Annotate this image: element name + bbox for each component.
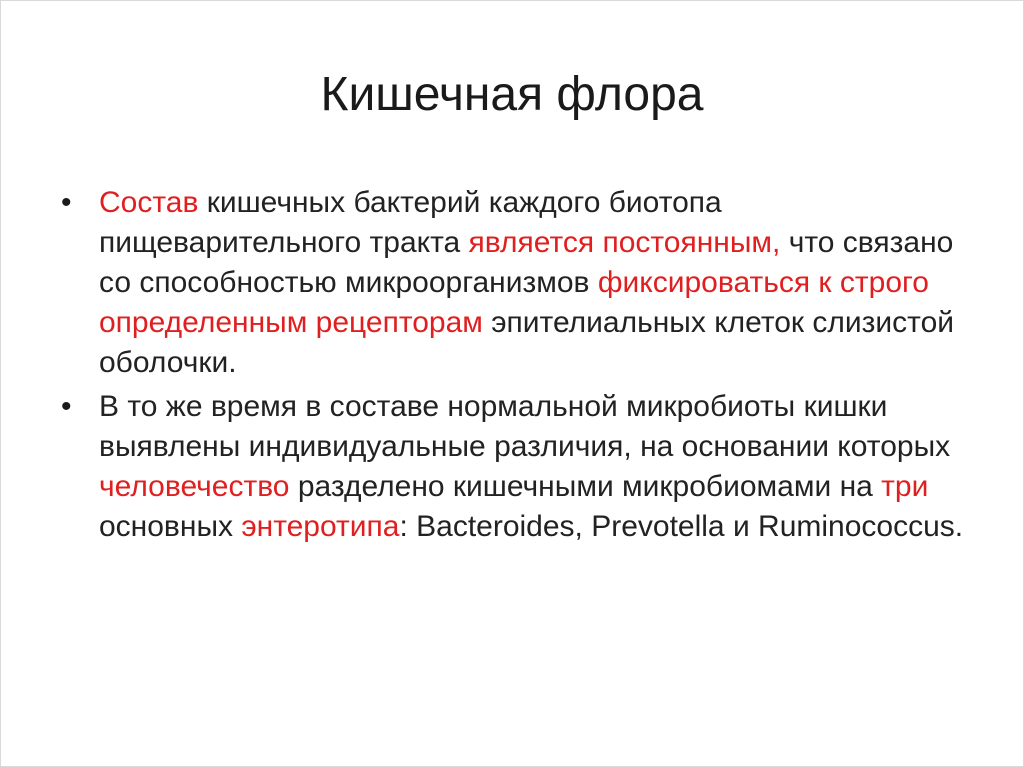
bullet-list <box>59 183 969 551</box>
highlight-text: Состав <box>99 186 199 219</box>
slide-title: Кишечная флора <box>320 68 704 121</box>
body-text: что связано со способностью микроорганизмов <box>99 226 954 299</box>
bullet-dot-icon: • <box>61 390 72 423</box>
highlight-text: человечество <box>99 470 290 503</box>
body-text: В то же время в составе нормальной микробиоты кишки выявлены индивидуальные различия, на основании которых <box>99 390 951 463</box>
body-text: кишечных бактерий каждого биотопа пищеварительного тракта <box>99 186 722 259</box>
body-text: : Bacteroides, Prevotella и Ruminococcus. <box>399 510 964 543</box>
body-text: разделено кишечными микробиомами на <box>289 470 882 503</box>
bullet-dot-icon: • <box>61 186 72 219</box>
highlight-text: три <box>881 470 929 503</box>
body-text: основных <box>99 510 242 543</box>
highlight-text: фиксироваться к строго определенным рецепторам <box>99 266 929 339</box>
highlight-text: энтеротипа <box>241 510 400 543</box>
bullet-item <box>59 183 969 383</box>
body-text: эпителиальных клеток слизистой оболочки. <box>99 306 955 379</box>
highlight-text: является постоянным, <box>468 226 781 259</box>
bullet-item <box>59 387 969 547</box>
